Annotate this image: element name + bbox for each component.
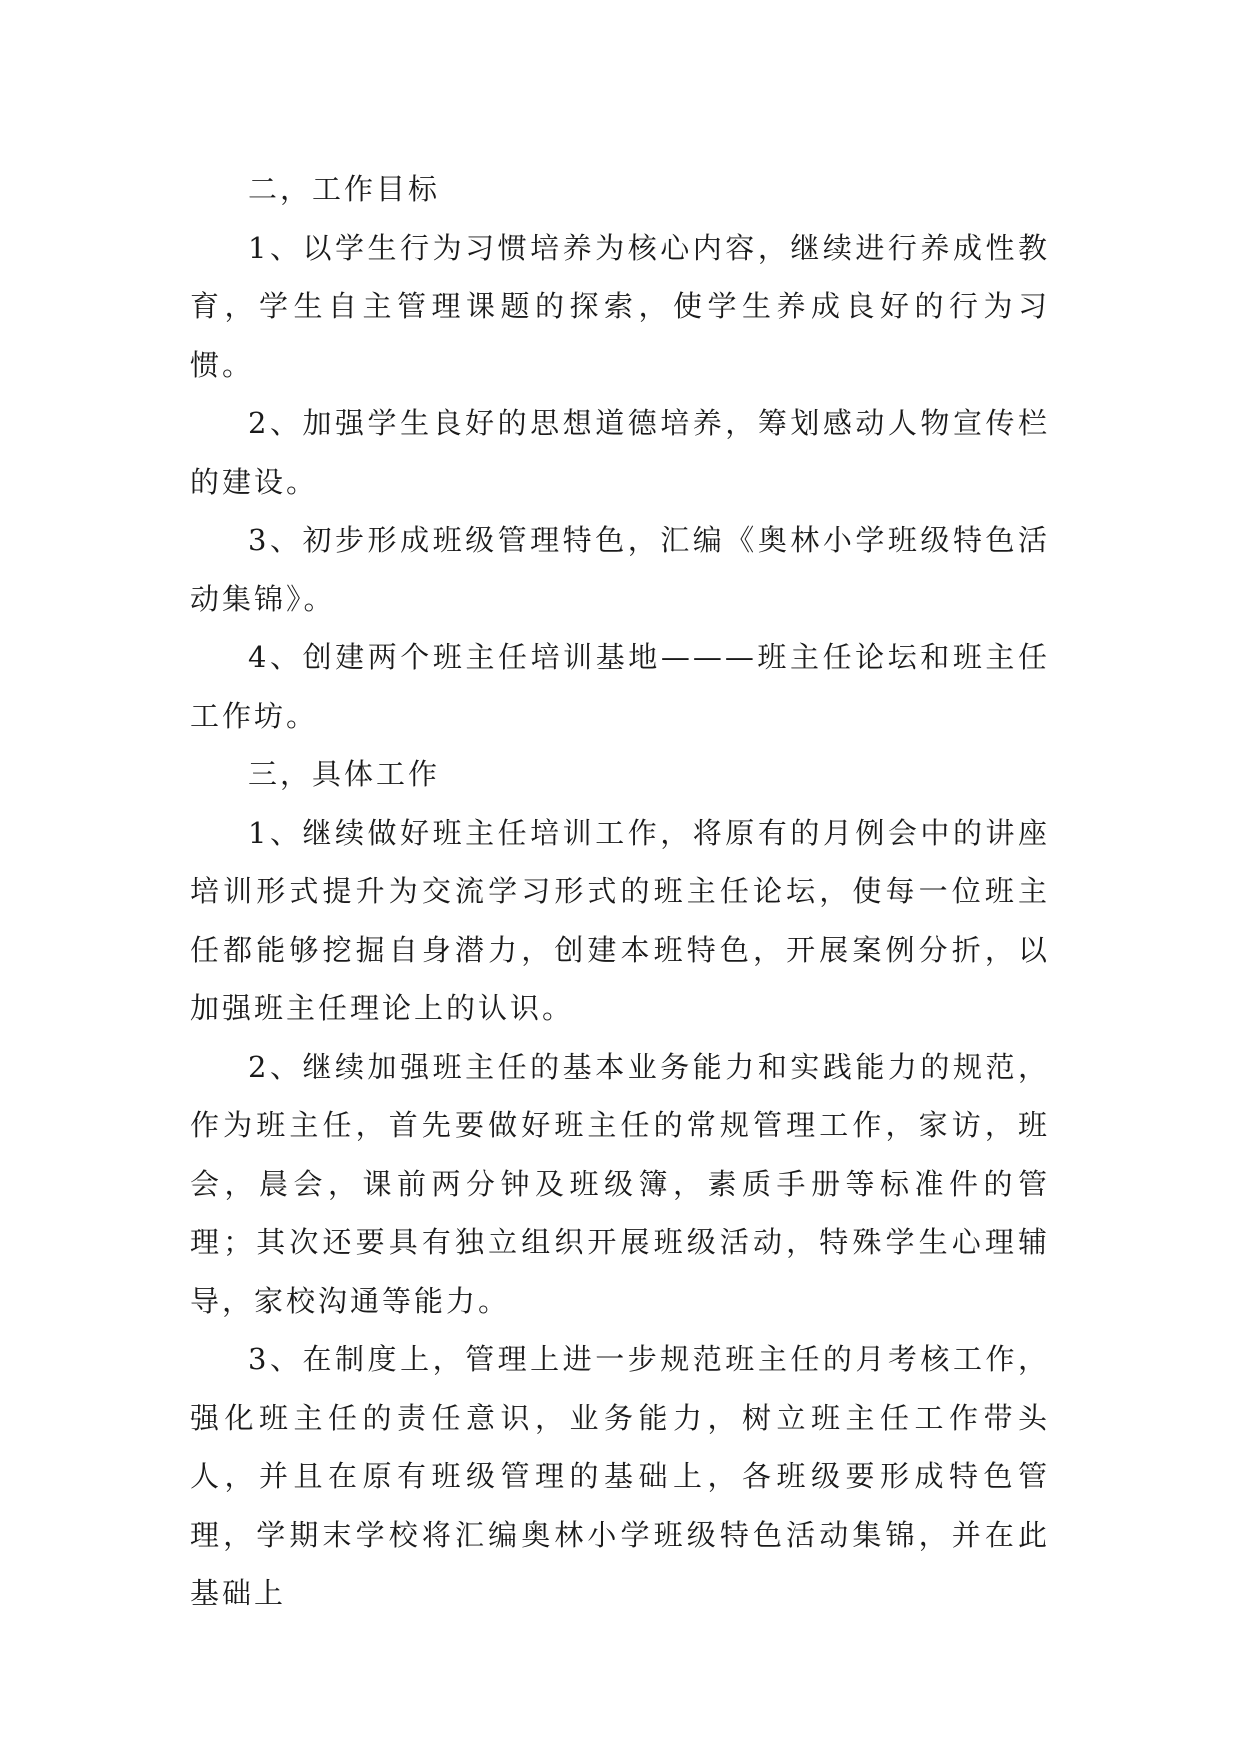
- goal-paragraph-2: 2、加强学生良好的思想道德培养，筹划感动人物宣传栏的建设。: [190, 406, 1050, 499]
- work-paragraph-1: 1、继续做好班主任培训工作，将原有的月例会中的讲座培训形式提升为交流学习形式的班主任论坛，使每一位班主任都能够挖掘自身潜力，创建本班特色，开展案例分折，以加强班主任理论上的认识。: [190, 815, 1050, 1025]
- goal-paragraph-3: 3、初步形成班级管理特色，汇编《奥林小学班级特色活动集锦》。: [190, 523, 1050, 616]
- section-heading-specific-work: 三，具体工作: [248, 757, 441, 791]
- work-paragraph-3: 3、在制度上，管理上进一步规范班主任的月考核工作，强化班主任的责任意识，业务能力，树立班主任工作带头人，并且在原有班级管理的基础上，各班级要形成特色管理，学期末学校将汇编奥林小学班级特色活动集锦，并在此基础上: [190, 1342, 1050, 1610]
- document-body: [190, 160, 1050, 1623]
- work-paragraph-2: 2、继续加强班主任的基本业务能力和实践能力的规范，作为班主任，首先要做好班主任的常规管理工作，家访，班会，晨会，课前两分钟及班级簿，素质手册等标准件的管理；其次还要具有独立组织开展班级活动，特殊学生心理辅导，家校沟通等能力。: [190, 1049, 1050, 1318]
- goal-paragraph-4: 4、创建两个班主任培训基地———班主任论坛和班主任工作坊。: [190, 640, 1050, 733]
- goal-paragraph-1: 1、以学生行为习惯培养为核心内容，继续进行养成性教育，学生自主管理课题的探索，使学生养成良好的行为习惯。: [190, 230, 1050, 382]
- section-heading-work-goals: 二，工作目标: [248, 172, 441, 206]
